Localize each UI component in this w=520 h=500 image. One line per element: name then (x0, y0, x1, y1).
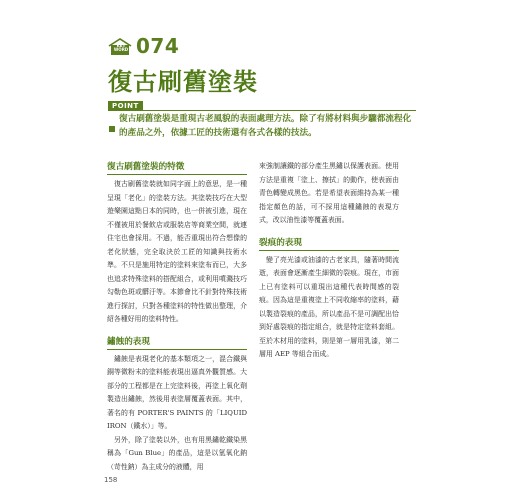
bullet-icon (109, 117, 115, 123)
page-title: 復古刷舊塗裝 (108, 68, 258, 96)
section-text-rust-continued: 來強制讓鐵的部分產生黑鏽以保護表面。使用方法是重複「塗上、擦拭」的動作，使表面由青色轉變成黑色。若是希望表面維持為某一種指定顏色的話，可不採用這種鏽蝕的表現方式，改以油性漆等覆蓋表面。 (259, 162, 399, 224)
section-title-cracks: 裂痕的表現 (259, 236, 399, 251)
section-title-features: 復古刷舊塗裝的特徵 (107, 160, 247, 175)
point-divider (108, 110, 416, 111)
point-text: 復古刷舊塗裝是重現古老風貌的表面處理方法。除了有將材料與步驟都流程化的產品之外，依據工匠的技術還有各式各樣的技法。 (119, 114, 412, 138)
section-text-features: 復古刷舊塗裝就如同字面上的意思，是一種呈現「老化」的塗裝方法。其塗裝技巧在大型遊樂園這點日本的同時，也一併被引進，現在不僅被用於餐飲店或服裝店等商業空間，就連住宅也會採用。不過，能否重現出符合想像的老化狀態，完全取決於工匠的知識與技術水準。不只是施用特定的塗料來塗布而已，大多也追求特殊塗料的搭配組合，或利用噴濺技巧勾勒色斑或髒汙等。本節會比不針對特殊技術進行探討，只對各種塗料的特性做出整理，介紹各種好用的塗料特性。 (107, 180, 247, 323)
keyword-number: 074 (136, 34, 180, 58)
section-title-rust: 鏽蝕的表現 (107, 335, 247, 350)
left-column (107, 160, 247, 474)
point-label: POINT (108, 101, 143, 111)
section-text-rust: 鏽蝕是表現老化的基本類項之一，混合鐵與銅等微粉末的塗料能表現出逼真外觀質感。大部分的工程都是在上完塗料後，再塗上氧化劑製造出鏽蝕，然後用表塗層覆蓋表面。其中，著名的有 PORTER'S PAINTS 的「LIQUID IRON（鐵水）」等。 (107, 354, 247, 430)
keyword-label: KEY WORD (113, 43, 129, 52)
section-text-rust-2: 另外，除了塗裝以外，也有用黑鏽乾鐵染黑稱為「Gun Blue」的產品，這是以氫氧化鈉（苛性鈉）為主成分的液體，用 (107, 435, 247, 471)
right-column (259, 160, 399, 362)
page-number: 158 (104, 476, 118, 484)
section-text-cracks: 變了亮光漆或油漆的古老家具，隨著時間流逝，表面會逐漸產生細微的裂痕。現在，市面上已有塗料可以重現出這種代表時間感的裂痕。因為這是重複塗上不同收縮率的塗料，藉以製造裂痕的產品，所以產品不是可調配出恰到好處裂痕的指定組合，就是特定塗料套組。至於木材用的塗料，則是第一層用乳漆，第二層用 AEP 等組合而成。 (259, 255, 399, 358)
